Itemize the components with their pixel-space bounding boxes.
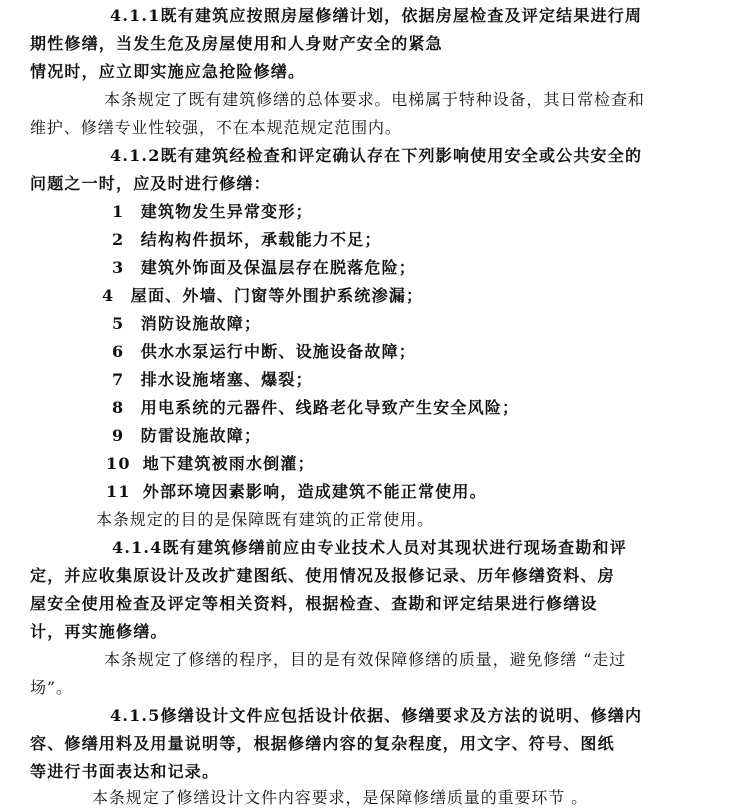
list-item-text: 外部环境因素影响，造成建筑不能正常使用。 <box>142 482 487 501</box>
clause-4-1-1-line-1: 4.1.1既有建筑应按照房屋修缮计划，依据房屋检查及评定结果进行周 <box>110 6 643 25</box>
clause-4-1-4-line-4: 计，再实施修缮。 <box>30 622 168 641</box>
list-item-number: 1 <box>112 202 125 221</box>
list-item-text: 排水设施堵塞、爆裂； <box>140 370 313 389</box>
note-4-1-4-line-2: 场”。 <box>30 678 73 697</box>
clause-4-1-5-line-2: 容、修缮用料及用量说明等，根据修缮内容的复杂程度，用文字、符号、图纸 <box>30 734 615 753</box>
clause-4-1-4-line-1: 4.1.4既有建筑修缮前应由专业技术人员对其现状进行现场查勘和评 <box>112 538 627 557</box>
list-item <box>112 342 416 362</box>
clause-4-1-4-line-3: 屋安全使用检查及评定等相关资料，根据检查、查勘和评定结果进行修缮设 <box>30 594 598 613</box>
clause-4-1-1-line-3: 情况时，应立即实施应急抢险修缮。 <box>30 62 306 81</box>
list-item <box>112 202 313 222</box>
list-item-number: 10 <box>106 454 131 473</box>
list-item-number: 6 <box>112 342 125 361</box>
list-item-text: 地下建筑被雨水倒灌； <box>142 454 315 473</box>
note-4-1-1-line-1: 本条规定了既有建筑修缮的总体要求。电梯属于特种设备，其日常检查和 <box>104 90 645 109</box>
clause-4-1-4-line-2: 定，并应收集原设计及改扩建图纸、使用情况及报修记录、历年修缮资料、房 <box>30 566 615 585</box>
list-item-number: 8 <box>112 398 125 417</box>
list-item-text: 用电系统的元器件、线路老化导致产生安全风险； <box>140 398 520 417</box>
list-item-text: 供水水泵运行中断、设施设备故障； <box>140 342 416 361</box>
clause-4-1-5-line-3: 等进行书面表达和记录。 <box>30 762 220 781</box>
list-item <box>112 370 313 390</box>
note-4-1-5: 本条规定了修缮设计文件内容要求，是保障修缮质量的重要环节 。 <box>92 788 589 807</box>
list-item-text: 结构构件损坏，承载能力不足； <box>140 230 382 249</box>
list-item <box>112 398 519 418</box>
list-item-text: 屋面、外墙、门窗等外围护系统渗漏； <box>130 286 424 305</box>
list-item-number: 2 <box>112 230 125 249</box>
list-item <box>102 286 423 306</box>
list-item-number: 9 <box>112 426 125 445</box>
clause-4-1-1-line-2: 期性修缮，当发生危及房屋使用和人身财产安全的紧急 <box>30 34 443 53</box>
clause-4-1-5-line-1: 4.1.5修缮设计文件应包括设计依据、修缮要求及方法的说明、修缮内 <box>110 706 643 725</box>
list-item-number: 5 <box>112 314 125 333</box>
list-item <box>112 426 261 446</box>
note-4-1-4-line-1: 本条规定了修缮的程序，目的是有效保障修缮的质量，避免修缮 “走过 <box>104 650 627 669</box>
list-item-text: 建筑物发生异常变形； <box>140 202 313 221</box>
clause-4-1-2-line-1: 4.1.2既有建筑经检查和评定确认存在下列影响使用安全或公共安全的 <box>110 146 643 165</box>
list-item-number: 11 <box>106 482 131 501</box>
list-item-number: 4 <box>102 286 115 305</box>
list-item <box>112 258 416 278</box>
note-4-1-2: 本条规定的目的是保障既有建筑的正常使用。 <box>96 510 435 529</box>
list-item <box>112 314 261 334</box>
list-item-number: 7 <box>112 370 125 389</box>
clause-4-1-2-line-2: 问题之一时，应及时进行修缮： <box>30 174 271 193</box>
list-item <box>106 454 315 474</box>
list-item-number: 3 <box>112 258 125 277</box>
note-4-1-1-line-2: 维护、修缮专业性较强，不在本规范规定范围内。 <box>30 118 402 137</box>
list-item-text: 防雷设施故障； <box>140 426 262 445</box>
list-item-text: 建筑外饰面及保温层存在脱落危险； <box>140 258 416 277</box>
list-item-text: 消防设施故障； <box>140 314 262 333</box>
list-item <box>112 230 382 250</box>
list-item <box>106 482 487 502</box>
